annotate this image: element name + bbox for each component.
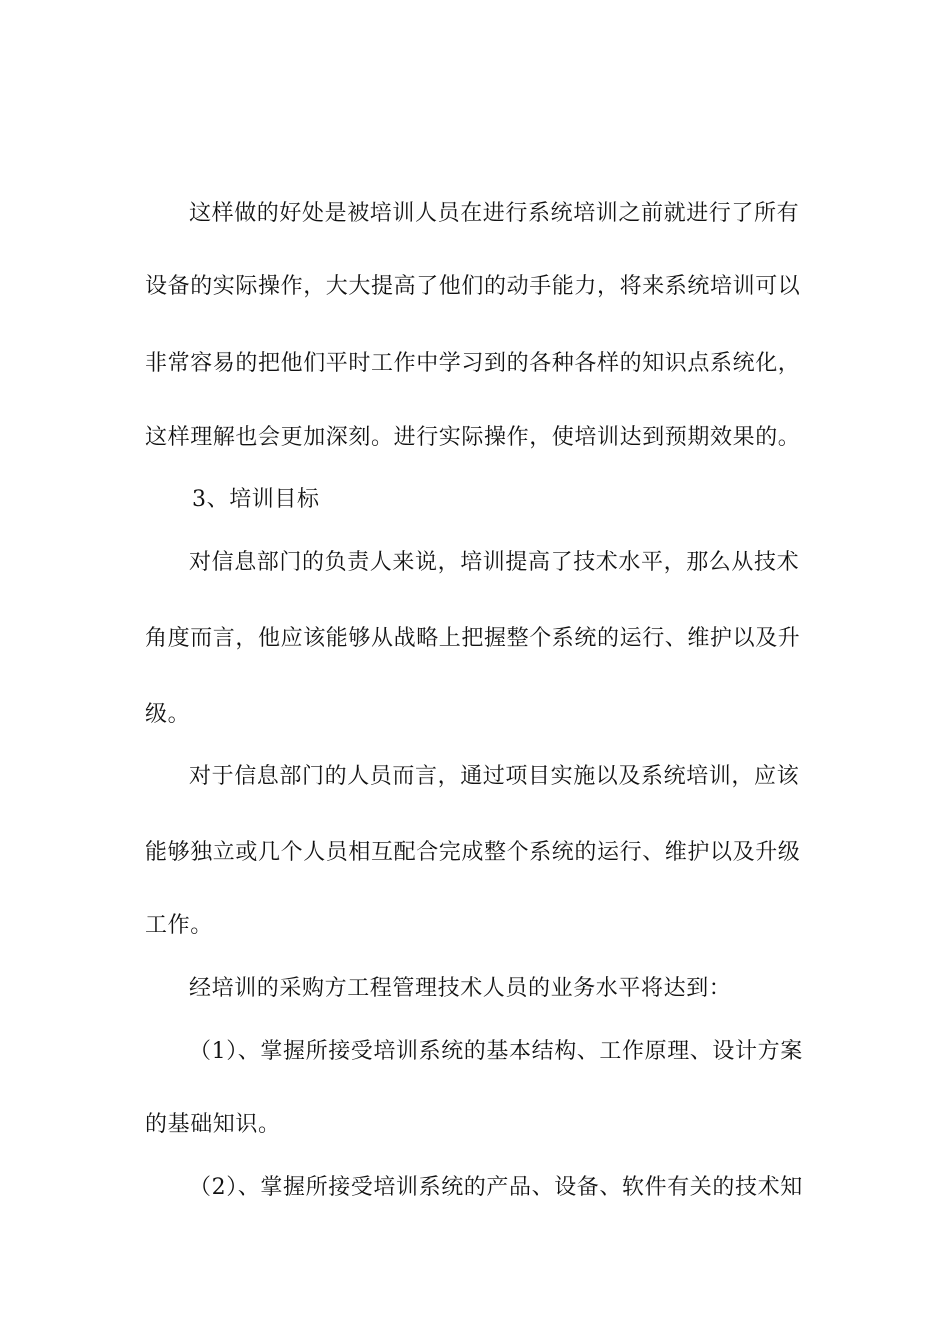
paragraph-line: 工作。: [145, 913, 213, 938]
paragraph-line: 对于信息部门的人员而言，通过项目实施以及系统培训，应该: [189, 764, 800, 789]
paragraph-line: 这样理解也会更加深刻。进行实际操作，使培训达到预期效果的。: [145, 425, 801, 450]
paragraph-line: 角度而言，他应该能够从战略上把握整个系统的运行、维护以及升: [145, 626, 801, 651]
list-item-continuation: 的基础知识。: [145, 1112, 281, 1137]
list-item: （2）、掌握所接受培训系统的产品、设备、软件有关的技术知: [189, 1175, 803, 1200]
paragraph-line: 级。: [145, 702, 191, 727]
paragraph-line: 这样做的好处是被培训人员在进行系统培训之前就进行了所有: [189, 201, 800, 226]
paragraph-line: 能够独立或几个人员相互配合完成整个系统的运行、维护以及升级: [145, 840, 801, 865]
paragraph-line: 对信息部门的负责人来说，培训提高了技术水平，那么从技术: [189, 550, 800, 575]
paragraph-line: 设备的实际操作，大大提高了他们的动手能力，将来系统培训可以: [145, 274, 801, 299]
section-heading: 3、培训目标: [192, 487, 320, 512]
list-item: （1）、掌握所接受培训系统的基本结构、工作原理、设计方案: [189, 1039, 803, 1064]
paragraph-line: 经培训的采购方工程管理技术人员的业务水平将达到：: [189, 976, 732, 1001]
paragraph-line: 非常容易的把他们平时工作中学习到的各种各样的知识点系统化，: [145, 351, 801, 376]
